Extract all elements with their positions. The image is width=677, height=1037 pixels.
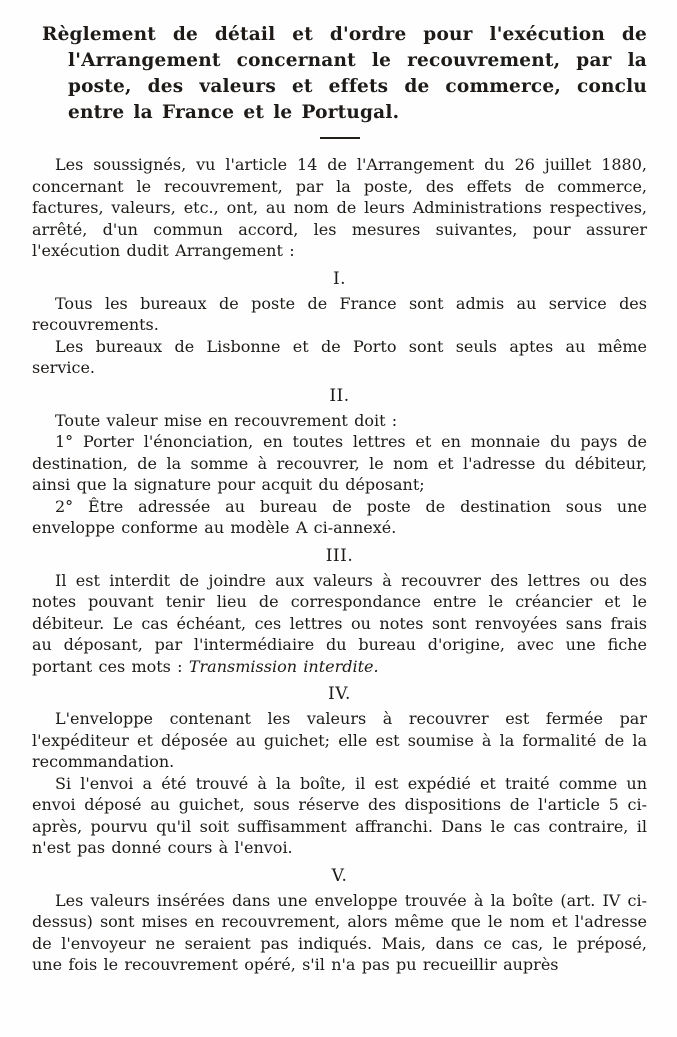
- paragraph: Si l'envoi a été trouvé à la boîte, il est expédié et traité comme un envoi déposé au guichet, sous réserve des dispositions de l'article 5 ci-après, pourvu qu'il soit suffisamment affranchi. Dans le cas contraire, il n'est pas donné cours à l'envoi.: [32, 773, 647, 857]
- paragraph: 2° Être adressée au bureau de poste de destination sous une enveloppe conforme au modèle A ci-annexé.: [32, 496, 647, 537]
- paragraph-text: Il est interdit de joindre aux valeurs à recouvrer des lettres ou des notes pouvant tenir lieu de correspondance entre le créancier et le débiteur. Le cas échéant, ces lettres ou notes sont renvoyées sans frais au déposant, par l'intermédiaire du bureau d'origine, avec une fiche portant ces mots :: [32, 570, 647, 676]
- document-title: Règlement de détail et d'ordre pour l'exécution de l'Arrangement concernant le recouvrement, par la poste, des valeurs et effets de commerce, conclu entre la France et le Portugal.: [42, 24, 647, 123]
- paragraph: Les bureaux de Lisbonne et de Porto sont seuls aptes au même service.: [32, 336, 647, 377]
- intro-paragraph: Les soussignés, vu l'article 14 de l'Arrangement du 26 juillet 1880, concernant le recouvrement, par la poste, des effets de commerce, factures, valeurs, etc., ont, au nom de leurs Administrations respectives, arrêté, d'un commun accord, les mesures suivantes, pour assurer l'exécution dudit Arrangement :: [32, 155, 647, 260]
- section-heading-2: II.: [329, 385, 350, 406]
- italic-phrase: Transmission interdite.: [188, 656, 379, 676]
- paragraph: 1° Porter l'énonciation, en toutes lettres et en monnaie du pays de destination, de la somme à recouvrer, le nom et l'adresse du débiteur, ainsi que la signature pour acquit du déposant;: [32, 432, 647, 494]
- paragraph: [32, 570, 647, 678]
- section-heading-4: IV.: [328, 684, 351, 704]
- title-divider: [320, 137, 360, 139]
- paragraph: Toute valeur mise en recouvrement doit :: [55, 410, 398, 430]
- section-heading-3: III.: [325, 545, 354, 566]
- section-heading-1: I.: [332, 268, 347, 289]
- paragraph: L'enveloppe contenant les valeurs à recouvrer est fermée par l'expéditeur et déposée au guichet; elle est soumise à la formalité de la recommandation.: [32, 709, 647, 771]
- section-heading-5: V.: [331, 865, 348, 886]
- paragraph: Tous les bureaux de poste de France sont admis au service des recouvrements.: [32, 293, 647, 334]
- paragraph: Les valeurs insérées dans une enveloppe trouvée à la boîte (art. IV ci-dessus) sont mises en recouvrement, alors même que le nom et l'adresse de l'envoyeur ne seraient pas indiqués. Mais, dans ce cas, le préposé, une fois le recouvrement opéré, s'il n'a pas pu recueillir auprès: [32, 890, 647, 974]
